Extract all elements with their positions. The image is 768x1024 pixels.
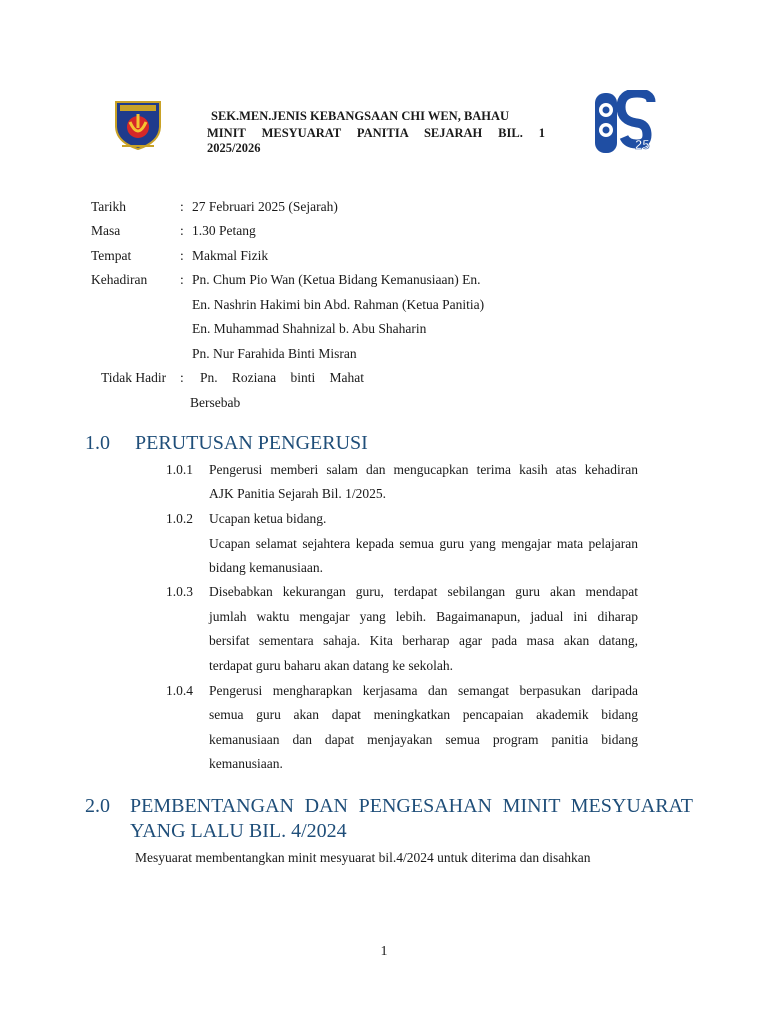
- section-2-number: 2.0: [85, 795, 110, 817]
- item-text-line: kemanusiaan.: [209, 756, 283, 771]
- item-text-line: terdapat guru baharu akan datang ke sekolah.: [209, 658, 454, 673]
- item-text-line: Ucapan selamat sejahtera kepada semua guru yang mengajar mata pelajaran: [209, 536, 638, 551]
- section-1-title: PERUTUSAN PENGERUSI: [135, 432, 368, 454]
- item-text-line: kemanusiaan dan dapat menjayakan semua program panitia bidang: [209, 732, 638, 747]
- colon: :: [180, 248, 184, 263]
- kehadiran-label: Kehadiran: [91, 272, 148, 287]
- anniversary-number: 25: [635, 137, 650, 152]
- section-2-title: PEMBENTANGAN DAN PENGESAHAN MINIT MESYUARAT: [130, 795, 693, 817]
- item-number: 1.0.4: [166, 683, 193, 698]
- tidak-hadir-label: Tidak Hadir: [101, 370, 167, 385]
- item-text-line: Pengerusi memberi salam dan mengucapkan terima kasih atas kehadiran: [209, 462, 638, 477]
- item-text-line: jumlah waktu mengajar yang lebih. Bagaimanapun, jadual ini diharap: [209, 609, 638, 624]
- kehadiran-name: Pn. Nur Farahida Binti Misran: [192, 346, 357, 361]
- item-text-line: AJK Panitia Sejarah Bil. 1/2025.: [209, 486, 386, 501]
- section-2-body: Mesyuarat membentangkan minit mesyuarat bil.4/2024 untuk diterima dan disahkan: [135, 850, 591, 865]
- item-text-line: bidang kemanusiaan.: [209, 560, 323, 575]
- academic-year: 2025/2026: [207, 141, 261, 155]
- item-text-line: Ucapan ketua bidang.: [209, 511, 327, 526]
- item-number: 1.0.3: [166, 584, 193, 599]
- kehadiran-name: En. Nashrin Hakimi bin Abd. Rahman (Ketua Panitia): [192, 297, 485, 312]
- kehadiran-name: En. Muhammad Shahnizal b. Abu Shaharin: [192, 321, 427, 336]
- item-text-line: Pengerusi mengharapkan kerjasama dan semangat berpasukan daripada: [209, 683, 638, 698]
- minutes-title: MINIT MESYUARAT PANITIA SEJARAH BIL. 1: [207, 126, 545, 140]
- item-text-line: bersifat sementara sahaja. Kita berharap agar pada masa akan datang,: [209, 633, 638, 648]
- colon: :: [180, 272, 184, 287]
- tarikh-label: Tarikh: [91, 199, 127, 214]
- tarikh-value: 27 Februari 2025 (Sejarah): [192, 199, 338, 214]
- colon: :: [180, 199, 184, 214]
- page-number: 1: [380, 944, 388, 959]
- item-number: 1.0.2: [166, 511, 193, 526]
- tempat-label: Tempat: [91, 248, 132, 263]
- section-2-title: YANG LALU BIL. 4/2024: [130, 820, 347, 842]
- item-text-line: Disebabkan kekurangan guru, terdapat sebilangan guru akan mendapat: [209, 584, 638, 599]
- masa-label: Masa: [91, 223, 121, 238]
- item-text-line: semua guru akan dapat meningkatkan pencapaian akademik bidang: [209, 707, 638, 722]
- kehadiran-name: Pn. Chum Pio Wan (Ketua Bidang Kemanusiaan) En.: [192, 272, 481, 287]
- school-crest-logo: [110, 96, 166, 152]
- colon: :: [180, 223, 184, 238]
- tidak-hadir-name: Pn. Roziana binti Mahat: [200, 370, 364, 385]
- item-number: 1.0.1: [166, 462, 193, 477]
- tidak-hadir-reason: Bersebab: [190, 395, 241, 410]
- anniversary-logo: [591, 90, 656, 155]
- section-1-number: 1.0: [85, 432, 110, 454]
- school-name: SEK.MEN.JENIS KEBANGSAAN CHI WEN, BAHAU: [211, 109, 510, 123]
- tempat-value: Makmal Fizik: [192, 248, 269, 263]
- colon: :: [180, 370, 184, 385]
- masa-value: 1.30 Petang: [192, 223, 256, 238]
